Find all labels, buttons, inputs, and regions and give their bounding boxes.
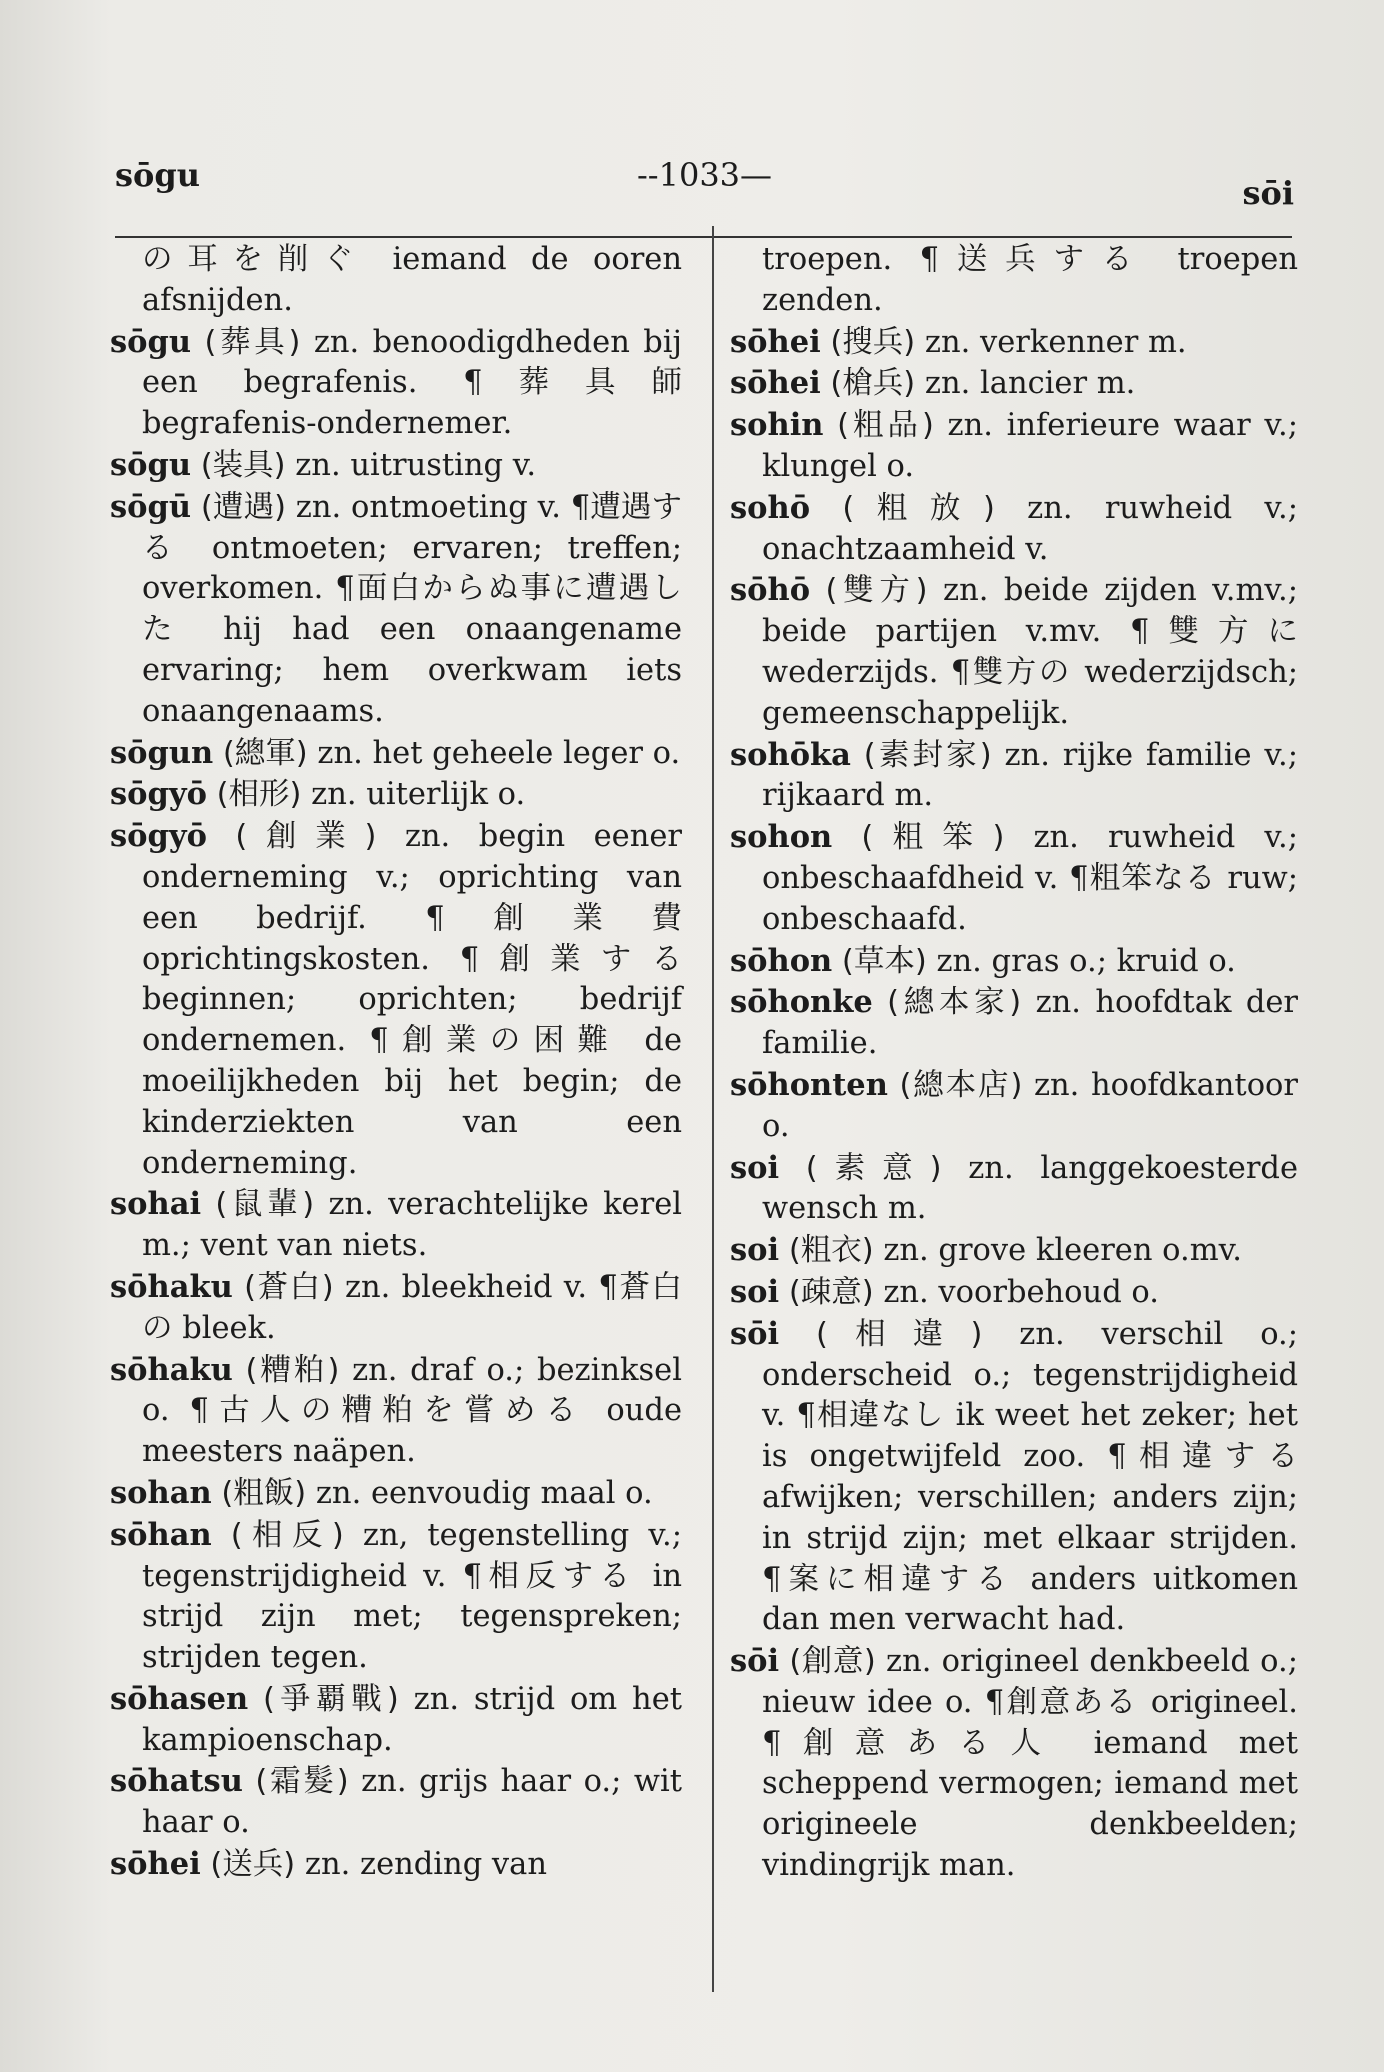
entry-definition: zn. verachtelijke kerel m.; vent van niets. <box>142 1187 682 1264</box>
entry-kanji: (總軍) <box>222 735 308 771</box>
entry-kanji: (葬具) <box>204 324 301 360</box>
entry-definition: の耳を削ぐ iemand de ooren afsnijden. <box>142 242 682 318</box>
entry-kanji: (相形) <box>216 777 302 813</box>
entry-headword: sōhon <box>730 942 833 979</box>
left-column <box>110 240 682 1886</box>
dictionary-entry <box>730 363 1298 405</box>
dictionary-entry <box>730 941 1298 983</box>
entry-kanji: (相違) <box>816 1316 983 1352</box>
entry-kanji: (鼠輩) <box>215 1187 315 1223</box>
entry-kanji: (蒼白) <box>244 1269 334 1305</box>
entry-definition: zn, tegenstelling v.; tegenstrijdigheid v. ¶相反する in strijd zijn met; tegenspreken; strijden tegen. <box>142 1517 682 1676</box>
entry-kanji: (粗放) <box>842 490 995 526</box>
dictionary-entry <box>730 1230 1298 1272</box>
entry-definition: zn. origineel denkbeeld o.; nieuw idee o. ¶創意ある origineel. ¶創意ある人 iemand met scheppend vermogen; iemand met origineele denkbeelden; vindingrijk man. <box>762 1644 1298 1884</box>
entry-kanji: (創業) <box>235 819 377 855</box>
entry-definition: zn. beide zijden v.mv.; beide partijen v.mv. ¶雙方に wederzijds. ¶雙方の wederzijdsch; gemeenschappelijk. <box>762 573 1298 731</box>
dictionary-entry <box>730 240 1298 322</box>
dictionary-entry <box>730 1641 1298 1887</box>
entry-definition: zn. strijd om het kampioenschap. <box>142 1681 682 1758</box>
entry-definition: zn. hoofdkantoor o. <box>762 1067 1298 1144</box>
entry-definition: zn. draf o.; bezinksel o. ¶古人の糟粕を嘗める oude meesters naäpen. <box>142 1352 682 1470</box>
entry-kanji: (粗品) <box>837 408 934 444</box>
dictionary-entry <box>110 733 682 775</box>
entry-headword: sōgu <box>110 323 192 360</box>
dictionary-entry <box>110 1761 682 1844</box>
entry-headword: soi <box>730 1149 780 1186</box>
entry-definition: zn. uiterlijk o. <box>311 777 526 813</box>
running-head-left: sōgu <box>115 156 200 194</box>
entry-definition: zn. voorbehoud o. <box>883 1274 1159 1310</box>
entry-kanji: (槍兵) <box>830 366 916 402</box>
dictionary-entry <box>730 1148 1298 1231</box>
entry-kanji: (相反) <box>230 1517 344 1553</box>
entry-headword: sōgu <box>110 446 192 483</box>
entry-headword: sōgū <box>110 488 192 525</box>
entry-headword: sohōka <box>730 736 851 773</box>
entry-headword: sōi <box>730 1315 780 1352</box>
entry-headword: sōhaku <box>110 1268 233 1305</box>
entry-kanji: (搜兵) <box>830 324 916 360</box>
entry-kanji: (糟粕) <box>245 1352 340 1388</box>
entry-kanji: (霜髮) <box>255 1764 349 1800</box>
dictionary-entry <box>730 817 1298 940</box>
dictionary-entry <box>110 240 682 322</box>
entry-kanji: (爭覇戰) <box>263 1681 399 1717</box>
entry-definition: zn. inferieure waar v.; klungel o. <box>762 408 1298 484</box>
entry-headword: sōhei <box>110 1846 201 1883</box>
dictionary-entry <box>730 1272 1298 1314</box>
entry-definition: zn. rijke familie v.; rijkaard m. <box>762 737 1299 814</box>
entry-headword: sōi <box>730 1643 780 1680</box>
entry-headword: sōhonten <box>730 1066 888 1103</box>
entry-headword: sōhei <box>730 365 821 402</box>
dictionary-entry <box>110 322 682 445</box>
entry-headword: soi <box>730 1273 780 1310</box>
entry-definition: zn. verkenner m. <box>924 324 1187 360</box>
entry-headword: sōhō <box>730 572 811 609</box>
entry-kanji: (雙方) <box>825 573 928 609</box>
entry-definition: zn. grove kleeren o.mv. <box>883 1233 1242 1269</box>
entry-definition: zn. grijs haar o.; wit haar o. <box>142 1764 682 1841</box>
entry-kanji: (創意) <box>789 1644 876 1680</box>
entry-headword: sohō <box>730 489 811 526</box>
entry-headword: sohan <box>110 1474 212 1511</box>
entry-definition: zn. ontmoeting v. ¶遭遇する ontmoeten; ervaren; treffen; overkomen. ¶面白からぬ事に遭遇した hij had een onaangename ervaring; hem overkwam iets onaangenaams. <box>142 489 682 729</box>
dictionary-entry <box>110 1473 682 1515</box>
dictionary-entry <box>110 1515 682 1679</box>
page-header <box>115 150 1294 210</box>
entry-kanji: (草本) <box>841 943 927 979</box>
entry-kanji: (粗飯) <box>221 1475 307 1511</box>
entry-definition: zn. uitrusting v. <box>295 447 537 483</box>
entry-kanji: (粗笨) <box>861 820 1005 856</box>
entry-kanji: (總本家) <box>887 985 1022 1021</box>
entry-definition: zn. bleekheid v. ¶蒼白の bleek. <box>142 1269 682 1346</box>
entry-definition: zn. eenvoudig maal o. <box>315 1475 653 1511</box>
entry-definition: zn. het geheele leger o. <box>317 735 681 771</box>
entry-headword: sōgun <box>110 734 214 771</box>
entry-definition: zn. zending van <box>304 1847 547 1883</box>
entry-headword: sōhonke <box>730 984 873 1021</box>
dictionary-entry <box>110 487 682 733</box>
entry-definition: zn. langgekoesterde wensch m. <box>762 1150 1299 1227</box>
entry-kanji: (素意) <box>805 1150 942 1186</box>
dictionary-entry <box>110 445 682 487</box>
entry-headword: sōgyō <box>110 776 207 813</box>
entry-definition: zn. gras o.; kruid o. <box>936 943 1236 979</box>
dictionary-entry <box>730 405 1298 488</box>
entry-definition: zn. hoofdtak der familie. <box>762 985 1298 1062</box>
dictionary-entry <box>730 570 1298 734</box>
header-rule <box>115 236 1292 238</box>
entry-kanji: (素封家) <box>863 737 992 773</box>
running-head-right: sōi <box>1242 174 1294 212</box>
entry-headword: sōhan <box>110 1516 212 1553</box>
right-column <box>730 240 1298 1887</box>
entry-definition: zn. benoodigdheden bij een begrafenis. ¶葬具師 begrafenis-ondernemer. <box>142 324 682 442</box>
entry-definition: zn. lancier m. <box>924 366 1136 402</box>
entry-definition: zn. verschil o.; onderscheid o.; tegenstrijdigheid v. ¶相違なし ik weet het zeker; het is ongetwijfeld zoo. ¶相違する afwijken; verschillen; anders zijn; in strijd zijn; met elkaar strijden. ¶案に相違する anders uitkomen dan men verwacht had. <box>762 1316 1298 1638</box>
dictionary-entry <box>730 982 1298 1065</box>
entry-headword: sohai <box>110 1186 202 1223</box>
dictionary-entry <box>730 488 1298 571</box>
dictionary-entry <box>110 1679 682 1762</box>
entry-kanji: (装具) <box>200 447 286 483</box>
dictionary-entry <box>110 1350 682 1473</box>
entry-headword: sohon <box>730 819 833 856</box>
entry-definition: troepen. ¶送兵する troepen zenden. <box>762 242 1298 318</box>
dictionary-entry <box>110 1267 682 1350</box>
dictionary-entry <box>730 1065 1298 1148</box>
entry-kanji: (疎意) <box>788 1274 874 1310</box>
entry-headword: sohin <box>730 407 824 444</box>
entry-headword: sōhaku <box>110 1351 233 1388</box>
entry-headword: sōhei <box>730 323 821 360</box>
entry-kanji: (總本店) <box>899 1067 1023 1103</box>
dictionary-entry <box>110 1184 682 1267</box>
dictionary-entry <box>110 816 682 1184</box>
dictionary-entry <box>730 322 1298 364</box>
entry-kanji: (送兵) <box>210 1847 296 1883</box>
entry-headword: sōhatsu <box>110 1763 243 1800</box>
entry-headword: sōgyō <box>110 818 207 855</box>
entry-kanji: (粗衣) <box>788 1233 874 1269</box>
page-number: --1033— <box>636 156 773 194</box>
dictionary-entry <box>730 1314 1298 1641</box>
entry-definition: zn. begin eener onderneming v.; oprichting van een bedrijf. ¶創業費 oprichtingskosten. ¶創業する beginnen; oprichten; bedrijf ondernemen. ¶創業の困難 de moeilijkheden bij het begin; de kinderziekten van een onderneming. <box>142 819 682 1181</box>
dictionary-entry <box>730 735 1298 818</box>
entry-kanji: (遭遇) <box>200 489 286 525</box>
dictionary-entry <box>110 774 682 816</box>
dictionary-entry <box>110 1844 682 1886</box>
entry-definition: zn. ruwheid v.; onachtzaamheid v. <box>762 490 1298 567</box>
entry-headword: soi <box>730 1232 780 1269</box>
column-divider <box>712 226 714 1992</box>
entry-headword: sōhasen <box>110 1680 249 1717</box>
entry-definition: zn. ruwheid v.; onbeschaafdheid v. ¶粗笨なる ruw; onbeschaafd. <box>762 820 1298 937</box>
